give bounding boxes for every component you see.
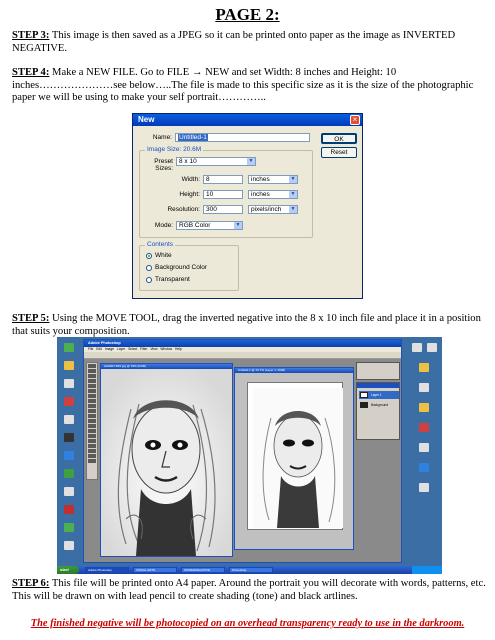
preset-select[interactable] [176, 157, 256, 166]
width-input[interactable]: 8 [203, 175, 243, 184]
folder-icon [419, 363, 429, 372]
toolbox[interactable] [86, 362, 98, 480]
desktop-icon [64, 451, 74, 460]
height-input[interactable]: 10 [203, 190, 243, 199]
inverted-portrait-image [101, 369, 232, 556]
resolution-input[interactable]: 300 [203, 205, 243, 214]
step-3-label: STEP 3: [12, 30, 50, 41]
photoshop-menubar[interactable]: File Edit Image Layer Select Filter View Window Help [84, 347, 401, 352]
resolution-label: Resolution: [167, 206, 200, 213]
step-4-label: STEP 4: [12, 67, 50, 78]
radio-icon [146, 277, 152, 283]
step-4-text: Make a NEW FILE. Go to FILE → NEW and set Width: 8 inches and Height: 10 inches…………………see below…..The file is made to this specific size as it is the size of the photographic paper we will be using to make your self portrait………….. [12, 67, 474, 103]
contents-option-label: White [155, 252, 172, 259]
photoshop-window [83, 339, 402, 563]
layer-thumbnail [360, 392, 368, 398]
source-document-window[interactable] [100, 363, 233, 557]
chevron-down-icon: ▼ [235, 222, 241, 228]
photoshop-titlebar: Adobe Photoshop [84, 340, 401, 347]
navigator-panel[interactable] [356, 362, 400, 380]
step-6-text: This file will be printed onto A4 paper. Around the portrait you will decorate with words, patterns, etc. This will be drawn on with lead pencil to create shading (tone) and black artlines. [12, 578, 486, 602]
layer-row[interactable]: Layer 1 [359, 391, 399, 399]
chevron-down-icon: ▼ [290, 206, 296, 212]
step-5-label: STEP 5: [12, 313, 50, 324]
width-unit-value: inches [251, 176, 270, 183]
chevron-down-icon: ▼ [248, 158, 254, 164]
contents-option-label: Transparent [155, 276, 190, 283]
resolution-unit-value: pixels/inch [251, 206, 282, 213]
target-document-title: Untitled-1 @ 16.7% (Layer 1, RGB) [235, 368, 353, 373]
desktop-icon [419, 383, 429, 392]
source-document-title: HAIDET-B01.jpg @ 33% (RGB) [101, 364, 232, 369]
desktop-icon [64, 505, 74, 514]
dialog-title: New [138, 115, 155, 124]
step-6-paragraph [12, 578, 487, 603]
desktop-icon [64, 397, 74, 406]
layers-panel[interactable] [356, 382, 400, 440]
mode-value: RGB Color [179, 222, 211, 229]
desktop-icon [427, 343, 437, 352]
width-unit-select[interactable] [248, 175, 298, 184]
mode-label: Mode: [154, 222, 173, 229]
darkroom-note: The finished negative will be photocopied on an overhead transparency ready to use in the darkroom. [30, 618, 465, 629]
desktop-icon [64, 523, 74, 532]
name-input[interactable] [175, 133, 310, 142]
mode-select[interactable] [176, 221, 243, 230]
options-bar [84, 352, 401, 359]
step-3-paragraph [12, 30, 487, 55]
close-icon[interactable]: × [350, 115, 360, 125]
ok-button[interactable]: OK [321, 133, 357, 144]
target-document-window[interactable] [234, 367, 354, 550]
photoshop-screenshot [57, 337, 442, 574]
contents-label: Contents [147, 241, 174, 248]
height-label: Height: [179, 191, 200, 198]
desktop-icon [412, 343, 422, 352]
name-label: Name: [152, 134, 172, 141]
height-unit-value: inches [251, 191, 270, 198]
layers-panel-header [357, 383, 399, 388]
chevron-down-icon: ▼ [290, 191, 296, 197]
desktop-icon [419, 423, 429, 432]
page-title: PAGE 2: [215, 5, 280, 24]
desktop-icon [419, 483, 429, 492]
desktop-icon [64, 433, 74, 442]
radio-selected-icon [146, 253, 152, 259]
step-6-label: STEP 6: [12, 578, 50, 589]
desktop-icon [64, 541, 74, 550]
dialog-titlebar [133, 114, 362, 126]
step-3-text: This image is then saved as a JPEG so it can be printed onto paper as the image as INVERTED NEGATIVE. [12, 30, 456, 54]
preset-label: Preset Sizes: [154, 158, 173, 172]
layer-thumbnail [360, 402, 368, 408]
panel-well [356, 442, 400, 552]
desktop-icon [64, 487, 74, 496]
desktop-icon [64, 415, 74, 424]
contents-group [139, 241, 239, 291]
new-file-dialog [132, 113, 363, 299]
start-button[interactable]: start [57, 566, 79, 574]
chevron-down-icon: ▼ [290, 176, 296, 182]
desktop-icon [64, 343, 74, 352]
desktop-icon [64, 379, 74, 388]
folder-icon [419, 403, 429, 412]
taskbar-item[interactable]: SPIDERNEGATIVE [181, 567, 225, 573]
folder-icon [64, 361, 74, 370]
windows-taskbar [57, 566, 442, 574]
image-size-label: Image Size: 20.6M [147, 146, 202, 153]
system-tray [412, 566, 442, 574]
reset-button[interactable]: Reset [321, 147, 357, 158]
desktop-icon [419, 443, 429, 452]
image-size-group [139, 146, 313, 238]
step-5-paragraph [12, 313, 487, 338]
taskbar-item[interactable]: Photoshop [229, 567, 273, 573]
contents-option-label: Background Color [155, 264, 208, 271]
name-value: Untitled-1 [179, 134, 207, 141]
taskbar-item[interactable]: VISUAL ARTS [133, 567, 177, 573]
resolution-unit-select[interactable] [248, 205, 298, 214]
preset-value: 8 x 10 [179, 158, 197, 165]
layer-row[interactable]: Background [359, 401, 399, 409]
height-unit-select[interactable] [248, 190, 298, 199]
placed-negative-image [253, 388, 343, 528]
desktop-icon [419, 463, 429, 472]
width-label: Width: [181, 176, 200, 183]
taskbar-item[interactable]: Adobe Photoshop [85, 567, 129, 573]
radio-icon [146, 265, 152, 271]
step-4-paragraph [12, 67, 487, 105]
desktop-icon [64, 469, 74, 478]
step-5-text: Using the MOVE TOOL, drag the inverted negative into the 8 x 10 inch file and place it in a position that suits your composition. [12, 313, 481, 337]
